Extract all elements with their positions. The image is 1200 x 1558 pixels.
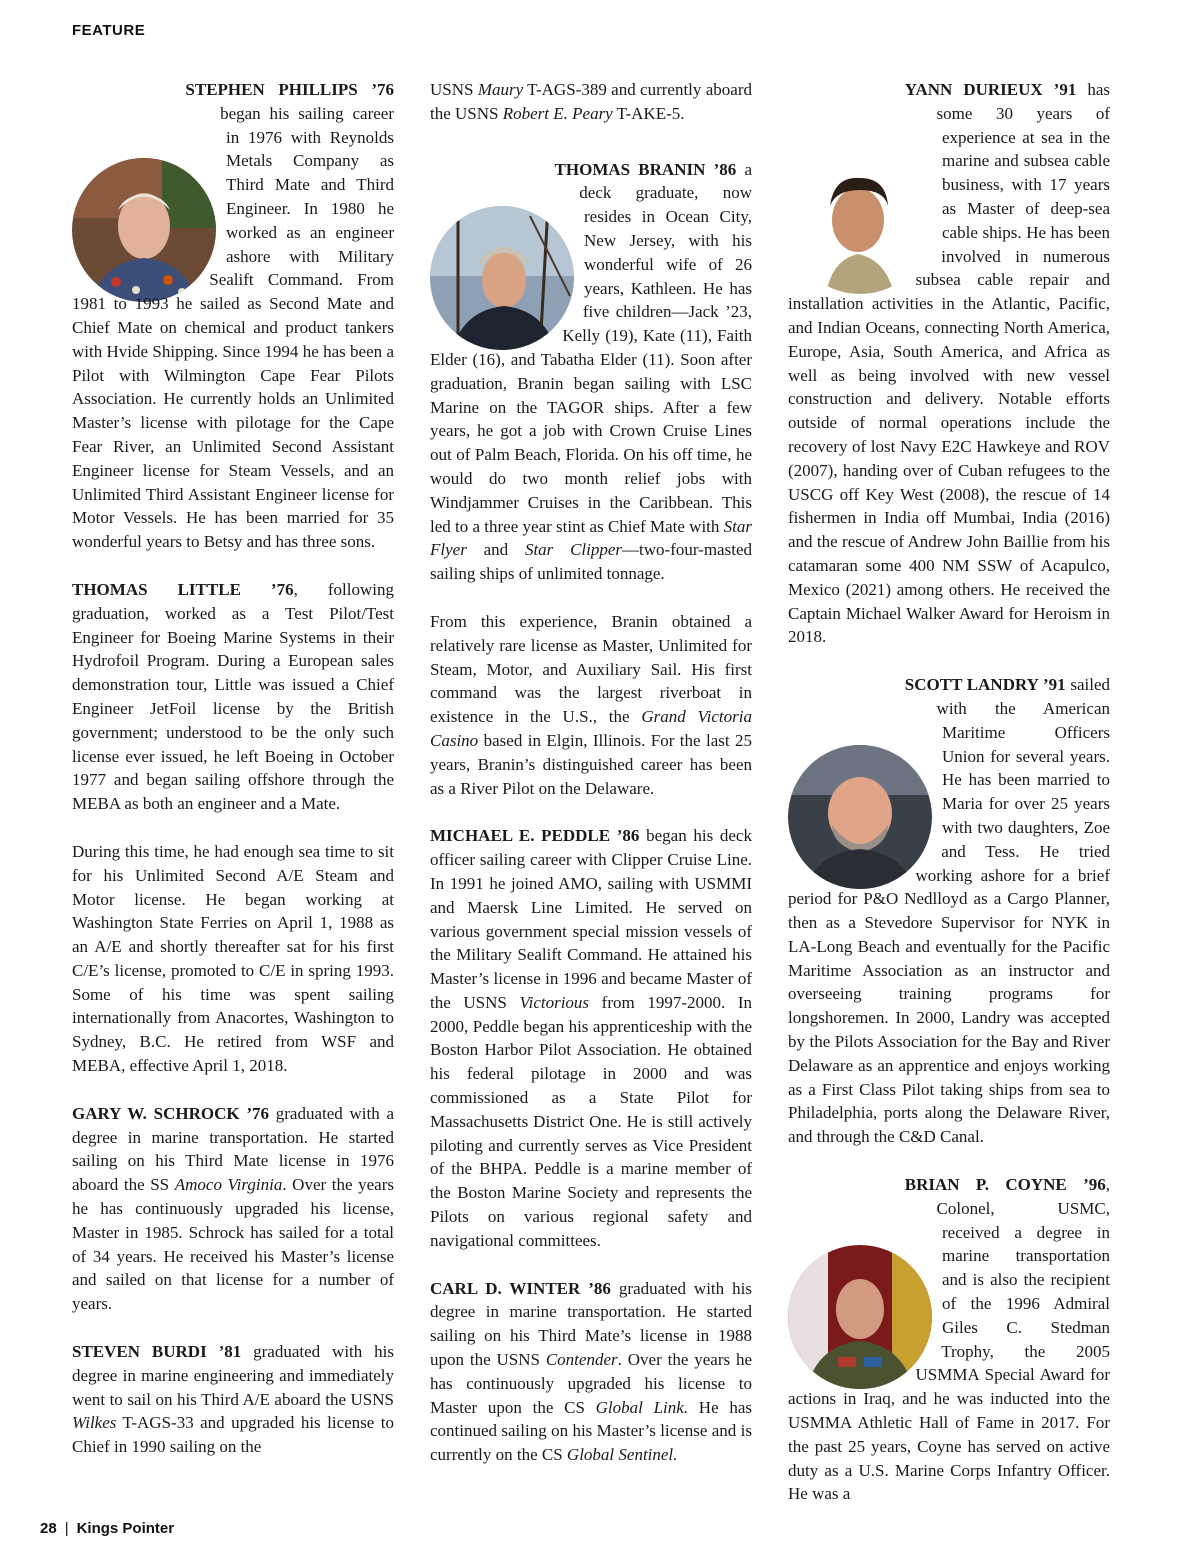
profile-landry: SCOTT LANDRY ’91 sailed with the American Maritime Officers Union for several years. He has been married to Maria for over 25 years with two daughters, Zoe and Tess. He tried working ashore for a brief period for P&O Nedlloyd as a Cargo Planner, then as a Stevedore Supervisor for NYK in LA-Long Beach and eventually for the Pacific Maritime Association as an instructor and overseeing training programs for longshoremen. In 2000, Landry was accepted by the Pilots Association for the Bay and River Delaware as an apprentice and enjoys working as a First Class Pilot taking ships from sea to Philadelphia, ports along the Delaware River, and through the C&D Canal.	[788, 675, 1111, 1147]
photo-scott-landry	[788, 745, 932, 889]
profile-schrock: GARY W. SCHROCK ’76 graduated with a degree in marine transportation. He started sailing on his Third Mate license in 1976 aboard the SS Amoco Virginia. Over the years he has continuously upgraded his license, Master in 1985. Schrock has sailed for a total of 34 years. He received his Master’s license and sailed on that license for a number of years.	[72, 1103, 394, 1314]
photo-brian-coyne	[788, 1245, 932, 1389]
photo-thomas-branin	[430, 206, 574, 350]
section-label: FEATURE	[72, 22, 146, 39]
profile-phillips: STEPHEN PHILLIPS ’76 began his sailing career in 1976 with Reynolds Metals Company as Third Mate and Third Engineer. In 1980 he worked as an engineer ashore with Military Sealift Command. From 1981 to 1993 he sailed as Second Mate and Chief Mate on chemical and product tankers with Hvide Shipping. Since 1994 he has been a Pilot with Wilmington Cape Fear Pilots Association. He currently holds an Unlimited Master’s license with pilotage for the Cape Fear River, an Unlimited Second Assistant Engineer license for Steam Vessels, and an Unlimited Third Assistant Engineer license for Motor Vessels. He has been married for 35 wonderful years to Betsy and has three sons.	[72, 80, 394, 552]
profile-branin-continued: From this experience, Branin obtained a relatively rare license as Master, Unlimited for Steam, Motor, and Auxiliary Sail. His first command was the largest riverboat in existence in the U.S., the Grand Victoria Casino based in Elgin, Illinois. For the last 25 years, Branin’s distinguished career has been as a River Pilot on the Delaware.	[430, 611, 752, 798]
profile-peddle: MICHAEL E. PEDDLE ’86 began his deck officer sailing career with Clipper Cruise Line. In 1991 he joined AMO, sailing with USMMI and Maersk Line Limited. He served on various government special mission vessels of the Military Sealift Command. He attained his Master’s license in 1996 and became Master of the USNS Victorious from 1997-2000. In 2000, Peddle began his apprenticeship with the Boston Harbor Pilot Association. He obtained his federal pilotage in 2000 and was commissioned as a State Pilot for Massachusetts District One. He is still actively piloting and currently serves as Vice President of the BHPA. Peddle is a marine member of the Boston Marine Society and represents the Pilots on various regional safety and navigational committees.	[430, 826, 753, 1250]
profile-burdi-continued: USNS Maury T-AGS-389 and currently aboard the USNS Robert E. Peary T-AKE-5.	[430, 80, 752, 123]
profile-branin: THOMAS BRANIN ’86 a deck graduate, now resides in Ocean City, New Jersey, with his wonderful wife of 26 years, Kathleen. He has five children—Jack ’23, Kelly (19), Kate (11), Faith Elder (16), and Tabatha Elder (11). Soon after graduation, Branin began sailing with LSC Marine on the TAGOR ships. After a few years, he got a job with Crown Cruise Lines out of Palm Beach, Florida. On his off time, he would do two month relief jobs with Windjammer Cruises in the Caribbean. This led to a three year stint as Chief Mate with Star Flyer and Star Clipper—two-four-masted sailing ships of unlimited tonnage.	[430, 159, 752, 584]
page-number: 28	[40, 1520, 57, 1537]
photo-stephen-phillips	[72, 158, 216, 302]
footer-separator: |	[64, 1520, 69, 1537]
photo-yann-durieux	[788, 150, 932, 294]
column-3	[788, 78, 1110, 1530]
profile-little-continued: During this time, he had enough sea time to sit for his Unlimited Second A/E Steam and Motor license. He began working at Washington State Ferries on April 1, 1988 as an A/E and shortly thereafter sat for his first C/E’s license, promoted to C/E in spring 1993. Some of his time was spent sailing internationally from Anacortes, Washington to Sydney, B.C. He retired from WSF and MEBA, effective April 1, 2018.	[72, 841, 394, 1076]
page-footer	[40, 1520, 174, 1537]
profile-coyne: BRIAN P. COYNE ’96, Colonel, USMC, received a degree in marine transportation and is also the recipient of the 1996 Admiral Giles C. Stedman Trophy, the 2005 USMMA Special Award for actions in Iraq, and he was inducted into the USMMA Athletic Hall of Fame in 2017. For the past 25 years, Coyne has served on active duty as a U.S. Marine Corps Infantry Officer. He was a	[788, 1175, 1110, 1504]
column-1	[72, 78, 394, 1483]
profile-durieux: YANN DURIEUX ’91 has some 30 years of experience at sea in the marine and subsea cable business, with 17 years as Master of deep-sea cable ships. He has been involved in numerous subsea cable repair and installation activities in the Atlantic, Pacific, and Indian Oceans, connecting North America, Europe, Asia, South America, and Africa as well as being involved with new vessel construction and delivery. Notable efforts outside of normal operations include the recovery of lost Navy E2C Hawkeye and ROV (2007), handing over of Cuban refugees to the USCG off Key West (2008), the rescue of 14 fishermen in India off Mumbai, India (2016) and the rescue of Andrew John Baillie from his catamaran some 400 NM SSW of Acapulco, Mexico (2021) among others. He received the Captain Michael Walker Award for Heroism in 2018.	[788, 80, 1110, 647]
profile-burdi: STEVEN BURDI ’81 graduated with his degree in marine engineering and immediately went to sail on his Third A/E aboard the USNS Wilkes T-AGS-33 and upgraded his license to Chief in 1990 sailing on the	[72, 1342, 394, 1457]
profile-winter: CARL D. WINTER ’86 graduated with his degree in marine transportation. He started sailing on his Third Mate’s license in 1988 upon the USNS Contender. Over the years he has continuously upgraded his license to Master upon the CS Global Link. He has continued sailing on his Master’s license and is currently on the CS Global Sentinel.	[430, 1278, 753, 1465]
publication-name: Kings Pointer	[76, 1520, 175, 1537]
column-2	[430, 78, 752, 1491]
profile-little: THOMAS LITTLE ’76, following graduation, worked as a Test Pilot/Test Engineer for Boeing Marine Systems in their Hydrofoil Program. During a European sales demonstration tour, Little was issued a Chief Engineer JetFoil license by the British government; understood to be the only such license ever issued, he left Boeing in October 1977 and began sailing offshore through the MEBA as both an engineer and a Mate.	[72, 579, 394, 814]
